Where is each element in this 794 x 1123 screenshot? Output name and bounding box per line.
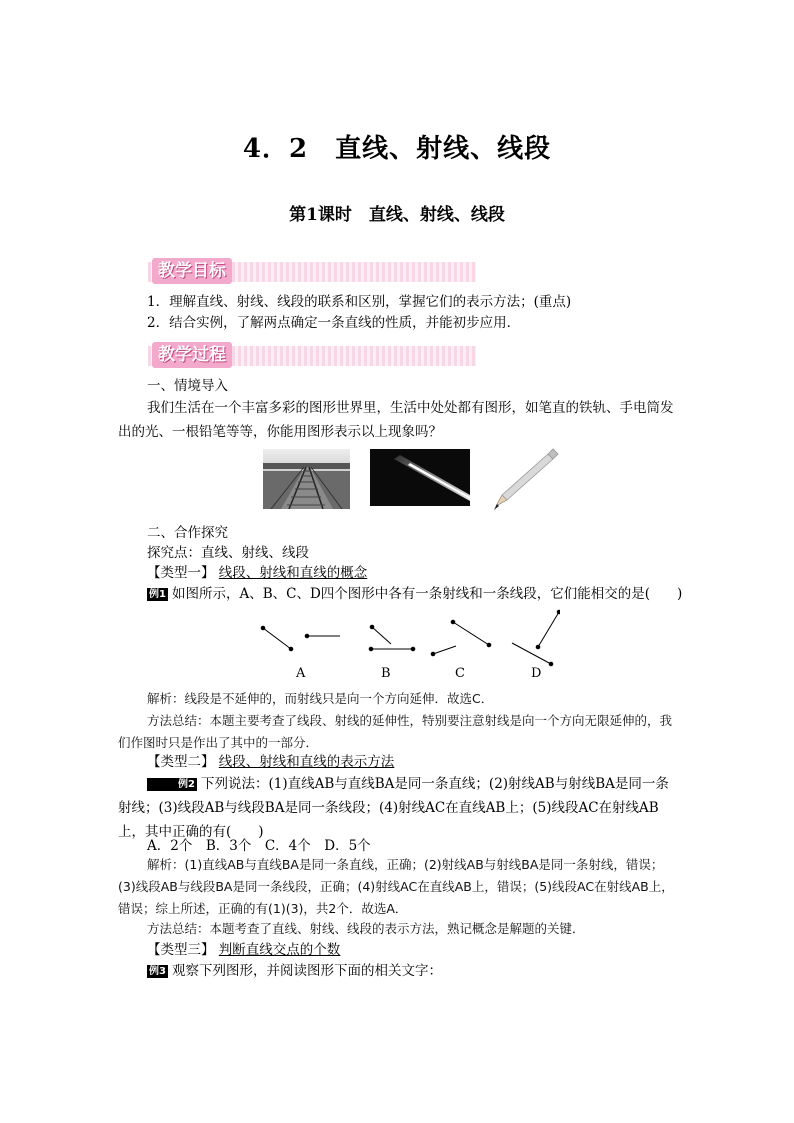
type-title: 线段、射线和直线的概念 [218, 565, 368, 581]
type-heading [147, 940, 340, 960]
type-title: 线段、射线和直线的表示方法 [218, 754, 395, 770]
goal-item: 2．结合实例，了解两点确定一条直线的性质，并能初步应用． [147, 315, 521, 331]
example-text: 如图所示，A、B、C、D四个图形中各有一条射线和一条线段，它们能相交的是( ) [171, 586, 683, 602]
banner-label: 教学目标 [152, 258, 232, 284]
page-title: 4．2 直线、射线、线段 [242, 134, 552, 164]
figure-label-b: B [381, 666, 391, 681]
example-text: 下列说法：(1)直线AB与直线BA是同一条直线；(2)射线AB与射线BA是同一条射线；(3)线段AB与线段BA是同一条线段；(4)射线AC在直线AB上；(5)线段AC在射线AB上，其中正确的有( ) [118, 776, 669, 840]
analysis-text: 解析：(1)直线AB与直线BA是同一条直线，正确；(2)射线AB与射线BA是同一条射线，错误；(3)线段AB与线段BA是同一条线段，正确；(4)射线AC在直线AB上，错误；(5)线段AC在射线AB上，错误；综上所述，正确的有(1)(3)，共2个．故选A． [118, 857, 674, 916]
type-label: 【类型一】 [147, 565, 215, 581]
type-heading [147, 752, 394, 772]
lesson-subtitle: 第1课时 直线、射线、线段 [289, 205, 505, 225]
example-badge: 例2 [147, 778, 197, 791]
explore-point: 探究点：直线、射线、线段 [147, 545, 309, 561]
figure-a-segment [263, 628, 291, 649]
example-badge: 例3 [149, 966, 166, 977]
type-title: 判断直线交点的个数 [218, 942, 341, 958]
section-heading: 二、合作探究 [147, 525, 228, 541]
intro-paragraph: 我们生活在一个丰富多彩的图形世界里，生活中处处都有图形，如笔直的铁轨、手电筒发出的光、一根铅笔等等，你能用图形表示以上现象吗？ [118, 400, 674, 440]
banner-label: 教学过程 [152, 342, 232, 368]
method-summary: 方法总结：本题主要考查了线段、射线的延伸性，特别要注意射线是向一个方向无限延伸的，我们作图时只是作出了其中的一部分． [118, 713, 673, 750]
figure-label-d: D [531, 666, 542, 681]
type-label: 【类型三】 [147, 942, 215, 958]
type-label: 【类型二】 [147, 754, 215, 770]
figure-c-ray [433, 646, 456, 654]
teaching-goals-banner [148, 258, 476, 284]
figure-b-ray [372, 627, 391, 644]
example-question [147, 961, 442, 981]
figure-label-a: A [296, 666, 306, 681]
method-summary: 方法总结：本题考查了直线、射线、线段的表示方法，熟记概念是解题的关键． [147, 921, 585, 936]
example-badge: 例1 [149, 589, 166, 600]
section-heading: 一、情境导入 [147, 378, 228, 394]
railway-photo [263, 449, 350, 509]
type-heading [147, 563, 367, 583]
figure-c-segment [453, 622, 489, 645]
figure-label-c: C [455, 666, 465, 681]
answer-options: A．2个 B．3个 C．4个 D．5个 [147, 838, 371, 854]
goal-item: 1．理解直线、射线、线段的联系和区别，掌握它们的表示方法；(重点) [147, 294, 572, 310]
figure-d-ray [512, 643, 551, 664]
example-question [147, 584, 682, 604]
analysis-text: 解析：线段是不延伸的，而射线只是向一个方向延伸．故选C． [147, 691, 494, 706]
pencil-image [490, 448, 560, 512]
flashlight-beam-photo [370, 449, 470, 509]
teaching-process-banner [148, 342, 476, 368]
figure-d-segment [538, 612, 559, 647]
example-question [118, 772, 680, 844]
example-text: 观察下列图形，并阅读图形下面的相关文字： [171, 963, 442, 979]
